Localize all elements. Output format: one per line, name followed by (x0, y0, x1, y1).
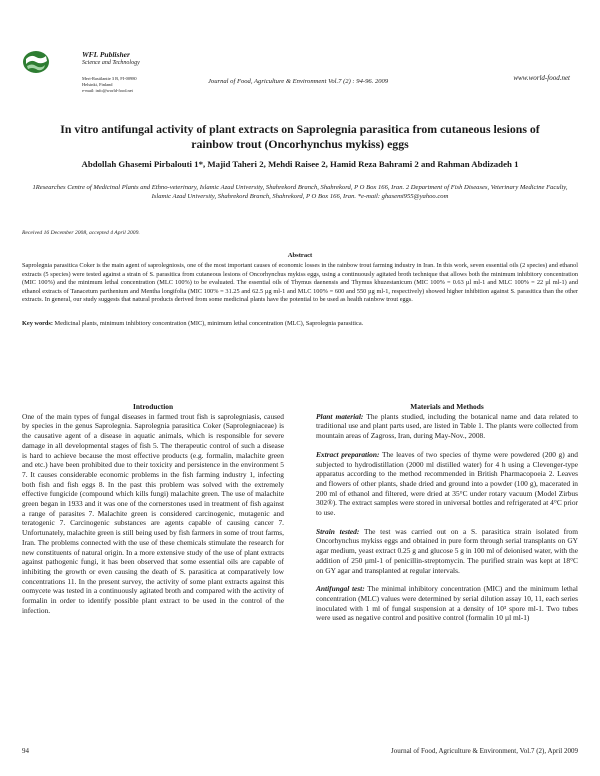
keywords-label: Key words: (22, 320, 53, 327)
section-text: The leaves of two species of thyme were powdered (200 g) and subjected to hydrodistillation (2000 ml distilled water) for 4 h using a Clevenger-type apparatus according to the method recommended in British Pharmacopoeia 2. Leaves and flowers of other plants, shade dried and ground into a powder (100 g), macerated in 200 ml of ethanol and filtered, were dried at 35°C under rotary vacuum (Model Zirbus 302®). The extract samples were stored in universal bottles and refrigerated at 4°C prior to use. (316, 449, 579, 518)
section-lead: Plant material: (316, 411, 364, 421)
section-text: The test was carried out on a S. parasitica strain isolated from Oncorhynchus mykiss eggs and obtained in pure form through serial transplants on GY agar medium, yeast extract 0.25 g and glucose 5 g in 100 ml of deionised water, with the addition of 250 µml-1 of penicillin-streptomycin. The purified strain was kept at 18°C on GY agar and transplanted at regular intervals. (316, 526, 579, 575)
section-text: The plants studied, including the botanical name and data related to traditional use and plant parts used, are listed in Table 1. The plants were collected from mountain areas of Zagross, Iran, during May-Nov., 2008. (316, 411, 578, 441)
keywords-text: Medicinal plants, minimum inhibitory concentration (MIC), minimum lethal concentration (MLC), Saprolegnia parasitica. (54, 320, 364, 327)
keywords (22, 320, 578, 327)
journal-citation: Journal of Food, Agriculture & Environment Vol.7 (2) : 94-96. 2009 (208, 78, 389, 85)
received-date: Received 16 December 2008, accepted 4 April 2009. (22, 230, 140, 236)
publisher-address: Meri-Rastilantie 3 B, FI-00980 Helsinki, Finland e-mail: info@world-food.net (82, 76, 137, 93)
introduction-heading: Introduction (132, 402, 174, 411)
methods-heading: Materials and Methods (410, 402, 484, 411)
article-title: In vitro antifungal activity of plant extracts on Saprolegnia parasitica from cutaneous lesions of rainbow trout (Oncorhynchus mykiss) eggs (60, 122, 540, 151)
journal-header (22, 50, 578, 110)
methods-section (316, 584, 578, 623)
section-text: The minimal inhibitory concentration (MIC) and the minimum lethal concentration (MLC) values were determined by serial dilution assay 10, 11, each series inoculated with 1 ml of fungal suspension at a density of 10³ spore ml-1. Two tubes were used as negative control and positive control (formalin 10 µl ml-1) (316, 584, 578, 623)
footer-journal: Journal of Food, Agriculture & Environment, Vol.7 (2), April 2009 (391, 747, 578, 755)
publisher-subtitle: Science and Technology (82, 60, 140, 66)
section-lead: Extract preparation: (316, 449, 380, 459)
methods-section (316, 450, 578, 518)
methods-column (316, 402, 578, 632)
author-affiliation: 1Researches Centre of Medicinal Plants and Ethno-veterinary, Islamic Azad University, Shahrekord Branch, Shahrekord, P O Box 166, Iran. 2 Department of Fish Diseases, Veterinary Medicine Faculty, Islamic Azad University, Shahrekord Branch, Shahrekord, P O Box 166, Iran. *e-mail: ghasemi955@yahoo.com (32, 184, 568, 200)
publisher-name: WFL Publisher (82, 50, 130, 59)
methods-section (316, 527, 578, 576)
section-lead: Strain tested: (316, 526, 360, 536)
page-number: 94 (22, 747, 29, 755)
introduction-text: One of the main types of fungal diseases in farmed trout fish is saprolegniasis, caused by species in the genus Saprolegnia. Saprolegnia parasitica Coker (Saprolegniaceae) is the causative agent of a disease in aquatic animals, which is responsible for severe damage in all developmental stages of fish 5. The therapeutic control of such a disease is hard to achieve because the most effective products (e.g. formalin, malachite green and etc.) have been prohibited due to their toxicity and persistence in the environment 5 7. It causes considerable economic problems in the fish farming industry 1, infecting both fish and fish eggs 8. In the past this problem was solved with the extremely effective fungicide (compound which kills fungi) malachite green. The use of malachite green began in 1933 and it was one of the cornerstones used in treatment of fish against a range of parasites 7. Malachite green is considered carcinogenic, mutagenic and teratogenic 7. Carcinogenic substances are agents capable of causing cancer 7. Unfortunately, malachite green is still being used by fish farmers in some of trout farms, Iran. The problems connected with the use of these chemicals stimulate the research for new constituents of natural origin. In a more extensive study of the use of plant extracts against pathogenic fungi, it has been observed that some essential oils are capable of inhibiting the growth or even causing the death of S. parasitica at comparatively low concentrations 11. In the present survey, the activity of some plant extracts against this oomycete was tested in a continuously agitated broth and compared with the activity of formalin in order to identify possible plant extract to be used in the control of the infection. (22, 411, 284, 615)
methods-section (316, 412, 578, 441)
introduction-column (22, 402, 284, 624)
section-lead: Antifungal test: (316, 584, 365, 594)
author-list: Abdollah Ghasemi Pirbalouti 1*, Majid Taheri 2, Mehdi Raisee 2, Hamid Reza Bahrami 2 and Rahman Abdizadeh 1 (81, 159, 519, 169)
abstract-heading: Abstract (287, 252, 313, 259)
abstract-text: Saprolegnia parasitica Coker is the main agent of saprolegniosis, one of the most important causes of economic losses in the rainbow trout farming industry in Iran. In this work, seven essential oils (2 species) and ethanol extracts (5 species) were tested against a strain of S. parasitica from cutaneous lesions of Oncorhynchus mykiss eggs, using a continuously agitated broth technique that allows both the minimum inhibitory concentration (MIC 100%) and the minimum lethal concentration (MLC 100%) to be evaluated. The essential oils of Thymus daenensis and Thymus khuzestanicum (MIC 100% = 0.63 µl ml-1 and MLC 100% = 22 µl ml-1) and ethanol extracts of Tanacetum parthenium and Mentha longifolia (MIC 100% = 31.25 and 62.5 µg ml-1 and MLC 100% = 600 and 550 µg ml-1, respectively) showed higher inhibition against S. parasitica than the other extracts. In general, our study suggests that natural products derived from some medicinal plants have the potential to be used as health rainbow trout eggs. (22, 262, 578, 304)
globe-logo-icon (22, 50, 50, 74)
journal-website[interactable]: www.world-food.net (513, 74, 570, 82)
